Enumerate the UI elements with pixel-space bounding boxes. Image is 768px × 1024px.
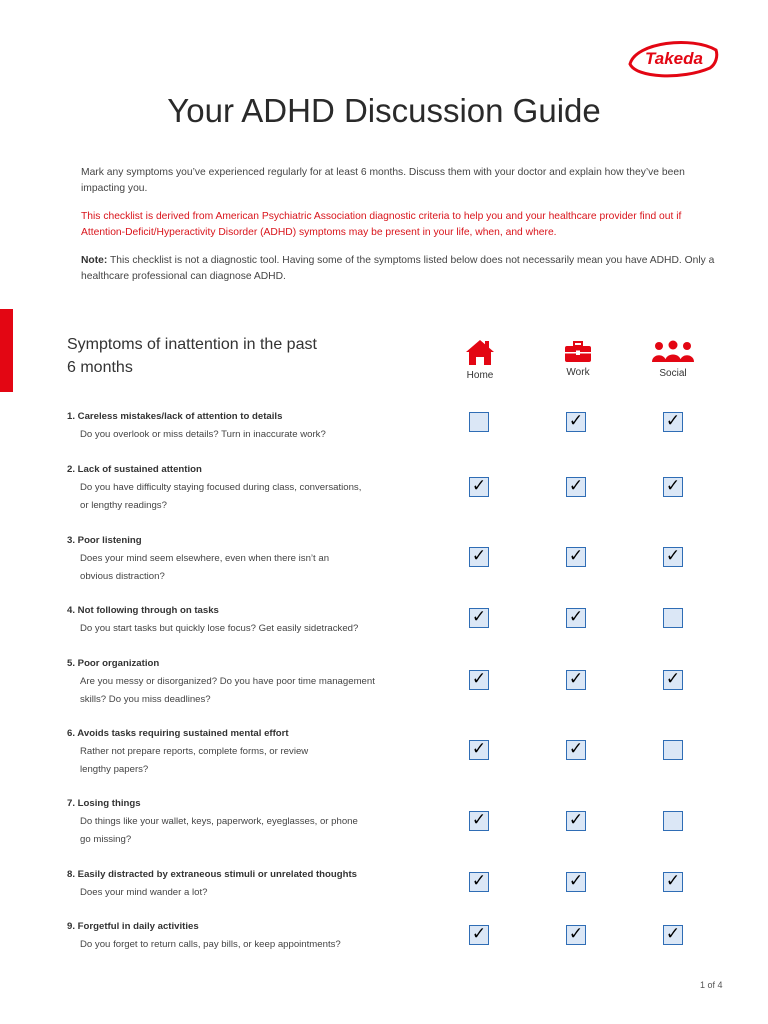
symptom-question: Are you messy or disorganized? Do you have poor time management	[80, 676, 375, 687]
checkbox-work[interactable]: ✓	[566, 811, 586, 831]
checkbox-home[interactable]: ✓	[469, 925, 489, 945]
checkbox-home[interactable]: ✓	[469, 740, 489, 760]
people-icon	[650, 340, 696, 364]
symptom-heading: 7. Losing things	[67, 798, 141, 809]
checkbox-social[interactable]	[663, 608, 683, 628]
symptom-item	[67, 408, 427, 444]
symptom-heading: 8. Easily distracted by extraneous stimuli or unrelated thoughts	[67, 869, 358, 880]
checkbox-work[interactable]: ✓	[566, 872, 586, 892]
intro-text: Mark any symptoms you’ve experienced regularly for at least 6 months. Discuss them with your doctor and explain how they’ve been impacting you.	[81, 167, 685, 194]
symptom-item	[67, 602, 427, 638]
checkbox-social[interactable]: ✓	[663, 872, 683, 892]
note-label: Note:	[81, 255, 108, 266]
checkbox-work[interactable]: ✓	[566, 740, 586, 760]
checkbox-social[interactable]: ✓	[663, 477, 683, 497]
symptom-question: or lengthy readings?	[80, 500, 167, 511]
checkbox-social[interactable]	[663, 740, 683, 760]
symptom-question: Do you overlook or miss details? Turn in inaccurate work?	[80, 429, 326, 440]
symptom-question: Do things like your wallet, keys, paperwork, eyeglasses, or phone	[80, 816, 358, 827]
symptom-question: Does your mind wander a lot?	[80, 887, 208, 898]
checkbox-home[interactable]	[469, 412, 489, 432]
logo-text: Takeda	[645, 49, 703, 68]
page-title: Your ADHD Discussion Guide	[167, 92, 601, 129]
symptom-question: Do you have difficulty staying focused during class, conversations,	[80, 482, 362, 493]
checkbox-social[interactable]: ✓	[663, 670, 683, 690]
symptom-heading: 6. Avoids tasks requiring sustained mental effort	[67, 728, 289, 739]
checkbox-home[interactable]: ✓	[469, 477, 489, 497]
symptom-question: skills? Do you miss deadlines?	[80, 694, 211, 705]
checkbox-home[interactable]: ✓	[469, 670, 489, 690]
column-social-label: Social	[659, 368, 687, 379]
column-social	[638, 340, 708, 379]
criteria-text: This checklist is derived from American Psychiatric Association diagnostic criteria to help you and your healthcare provider find out if Attention-Deficit/Hyperactivity Disorder (ADHD) symptoms may be present in your life, when, and where.	[81, 211, 682, 238]
checkbox-social[interactable]: ✓	[663, 547, 683, 567]
symptom-item	[67, 725, 427, 779]
symptom-item	[67, 532, 427, 586]
column-home-label: Home	[466, 370, 494, 381]
side-tab-marker	[0, 309, 13, 392]
symptom-question: Does your mind seem elsewhere, even when there isn’t an	[80, 553, 330, 564]
symptom-heading: 3. Poor listening	[67, 535, 142, 546]
checkbox-work[interactable]: ✓	[566, 608, 586, 628]
symptom-question: Do you forget to return calls, pay bills, or keep appointments?	[80, 939, 341, 950]
symptom-item	[67, 461, 427, 515]
checkbox-home[interactable]: ✓	[469, 547, 489, 567]
checkbox-work[interactable]: ✓	[566, 412, 586, 432]
symptom-question: Rather not prepare reports, complete forms, or review	[80, 746, 309, 757]
symptom-heading: 5. Poor organization	[67, 658, 160, 669]
symptom-item	[67, 918, 427, 954]
section-title: Symptoms of inattention in the past 6 months	[67, 336, 317, 376]
symptom-item	[67, 795, 427, 849]
symptom-heading: 2. Lack of sustained attention	[67, 464, 202, 475]
checkbox-work[interactable]: ✓	[566, 477, 586, 497]
checkbox-work[interactable]: ✓	[566, 670, 586, 690]
briefcase-icon	[564, 341, 592, 363]
checkbox-social[interactable]: ✓	[663, 412, 683, 432]
checkbox-work[interactable]: ✓	[566, 925, 586, 945]
symptom-question: go missing?	[80, 834, 132, 845]
symptom-question: lengthy papers?	[80, 764, 149, 775]
checkbox-social[interactable]: ✓	[663, 925, 683, 945]
column-home	[445, 338, 515, 381]
checkbox-home[interactable]: ✓	[469, 872, 489, 892]
home-icon	[464, 338, 496, 366]
symptom-item	[67, 866, 427, 902]
note-text: This checklist is not a diagnostic tool. Having some of the symptoms listed below does not necessarily mean you have ADHD. Only a healthcare professional can diagnose ADHD.	[81, 255, 715, 282]
checkbox-home[interactable]: ✓	[469, 608, 489, 628]
takeda-logo	[622, 36, 722, 80]
checkbox-home[interactable]: ✓	[469, 811, 489, 831]
symptom-question: Do you start tasks but quickly lose focus? Get easily sidetracked?	[80, 623, 359, 634]
column-work	[543, 341, 613, 378]
checkbox-social[interactable]	[663, 811, 683, 831]
symptom-heading: 4. Not following through on tasks	[67, 605, 219, 616]
checkbox-work[interactable]: ✓	[566, 547, 586, 567]
note-paragraph	[81, 253, 721, 284]
symptom-question: obvious distraction?	[80, 571, 165, 582]
symptom-item	[67, 655, 427, 709]
symptom-heading: 9. Forgetful in daily activities	[67, 921, 199, 932]
symptom-heading: 1. Careless mistakes/lack of attention to details	[67, 411, 283, 422]
column-work-label: Work	[566, 367, 590, 378]
page-number: 1 of 4	[700, 980, 723, 990]
